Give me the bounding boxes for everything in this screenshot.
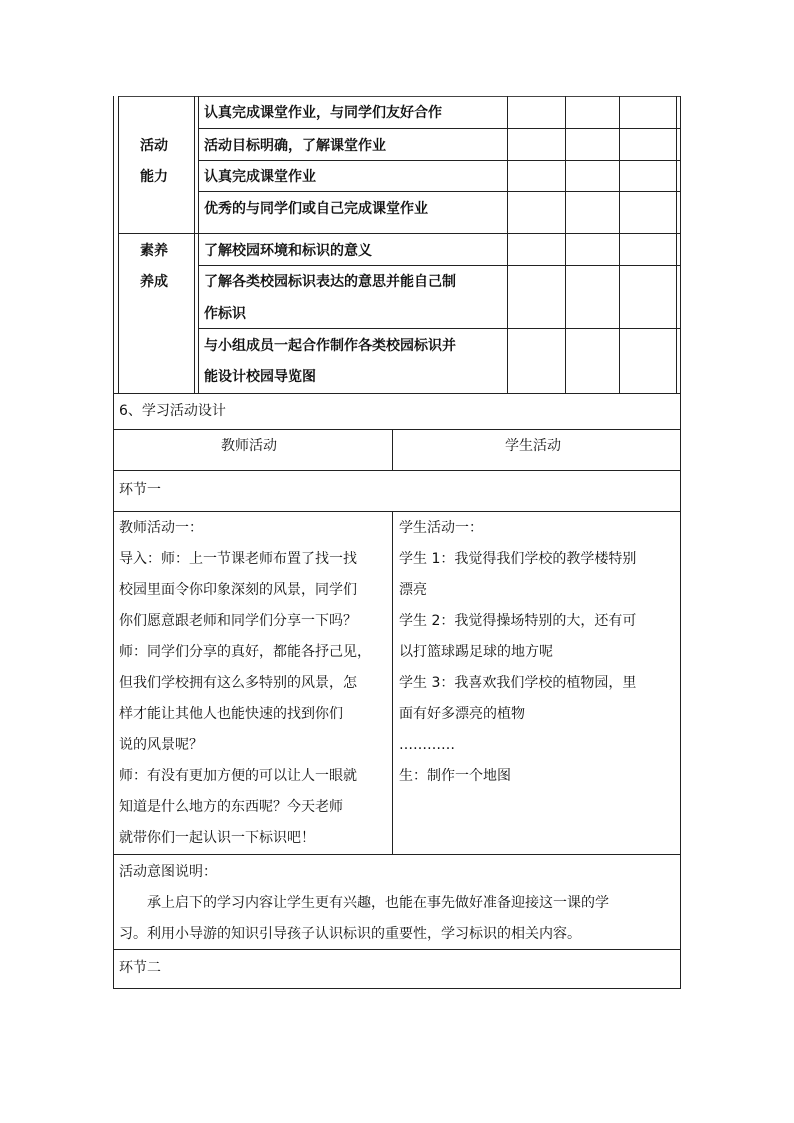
student-line: 学生活动一： <box>399 520 483 536</box>
outer-right-border <box>680 96 681 393</box>
teacher-line: 样才能让其他人也能快速的找到你们 <box>119 706 343 722</box>
student-line: 漂亮 <box>399 582 427 598</box>
criterion-text: 了解各类校园标识表达的意思并能自己制 <box>204 274 456 290</box>
teacher-line: 就带你们一起认识一下标识吧！ <box>119 830 315 846</box>
criterion-text-cont: 作标识 <box>204 306 246 322</box>
teacher-line: 导入：师：上一节课老师布置了找一找 <box>119 551 357 567</box>
teacher-line: 校园里面令你印象深刻的风景，同学们 <box>119 582 357 598</box>
row-divider <box>198 160 681 161</box>
inner-left-border <box>118 96 119 393</box>
student-line: 学生 3：我喜欢我们学校的植物园，里 <box>399 675 637 691</box>
teacher-line: 师：同学们分享的真好，都能各抒己见， <box>119 644 371 660</box>
criterion-text: 认真完成课堂作业，与同学们友好合作 <box>204 105 442 121</box>
teacher-line: 师：有没有更加方便的可以让人一眼就 <box>119 768 357 784</box>
table-divider <box>113 854 681 855</box>
criterion-text: 认真完成课堂作业 <box>204 169 316 185</box>
student-activity <box>399 513 677 792</box>
teacher-line: 说的风景呢？ <box>119 737 203 753</box>
teacher-line: 你们愿意跟老师和同学们分享一下吗？ <box>119 613 357 629</box>
section-title: 6、学习活动设计 <box>119 403 226 419</box>
column-divider <box>392 429 393 471</box>
column-divider <box>619 96 620 393</box>
table-divider <box>113 949 681 950</box>
column-divider <box>507 96 508 393</box>
intent-text-line: 习。利用小导游的知识引导孩子认识标识的重要性，学习标识的相关内容。 <box>119 926 581 942</box>
column-divider <box>194 96 195 393</box>
teacher-line: 知道是什么地方的东西呢？今天老师 <box>119 799 343 815</box>
teacher-line: 教师活动一： <box>119 520 203 536</box>
outer-left-border <box>113 96 114 393</box>
inner-right-border <box>676 96 677 393</box>
stage-label: 环节一 <box>119 482 161 498</box>
student-line: 学生 2：我觉得操场特别的大，还有可 <box>399 613 637 629</box>
table-left-border <box>113 393 114 989</box>
criterion-text: 优秀的与同学们或自己完成课堂作业 <box>204 201 428 217</box>
criterion-text: 活动目标明确，了解课堂作业 <box>204 138 386 154</box>
table-divider <box>113 429 681 430</box>
intent-text-line: 承上启下的学习内容让学生更有兴趣，也能在事先做好准备迎接这一课的学 <box>147 895 609 911</box>
column-divider <box>392 511 393 855</box>
category-label-literacy-2: 养成 <box>140 274 168 290</box>
criterion-text: 了解校园环境和标识的意义 <box>204 243 372 259</box>
category-label-activity: 活动 <box>140 138 168 154</box>
row-divider <box>198 191 681 192</box>
student-line: 面有好多漂亮的植物 <box>399 706 525 722</box>
row-divider <box>198 265 681 266</box>
student-line: 学生 1：我觉得我们学校的教学楼特别 <box>399 551 637 567</box>
table-bottom-border <box>113 988 681 989</box>
student-line: 以打篮球踢足球的地方呢 <box>399 644 553 660</box>
teacher-line: 但我们学校拥有这么多特别的风景，怎 <box>119 675 357 691</box>
table-divider <box>113 393 681 394</box>
column-divider <box>565 96 566 393</box>
table-divider <box>113 511 681 512</box>
row-divider <box>198 328 681 329</box>
student-line: 生：制作一个地图 <box>399 768 511 784</box>
row-divider <box>118 233 681 234</box>
column-header-student: 学生活动 <box>505 438 561 454</box>
table-right-border <box>680 393 681 989</box>
student-line: ………… <box>399 737 455 753</box>
row-divider <box>198 128 681 129</box>
criterion-text-cont: 能设计校园导览图 <box>204 369 316 385</box>
table-top-border <box>118 96 681 97</box>
intent-title: 活动意图说明： <box>119 864 217 880</box>
column-header-teacher: 教师活动 <box>221 438 277 454</box>
criterion-text: 与小组成员一起合作制作各类校园标识并 <box>204 338 456 354</box>
category-label-activity-2: 能力 <box>140 169 168 185</box>
category-label-literacy: 素养 <box>140 243 168 259</box>
table-divider <box>113 470 681 471</box>
teacher-activity <box>119 513 391 854</box>
column-divider <box>198 96 199 393</box>
stage-label: 环节二 <box>119 960 161 976</box>
